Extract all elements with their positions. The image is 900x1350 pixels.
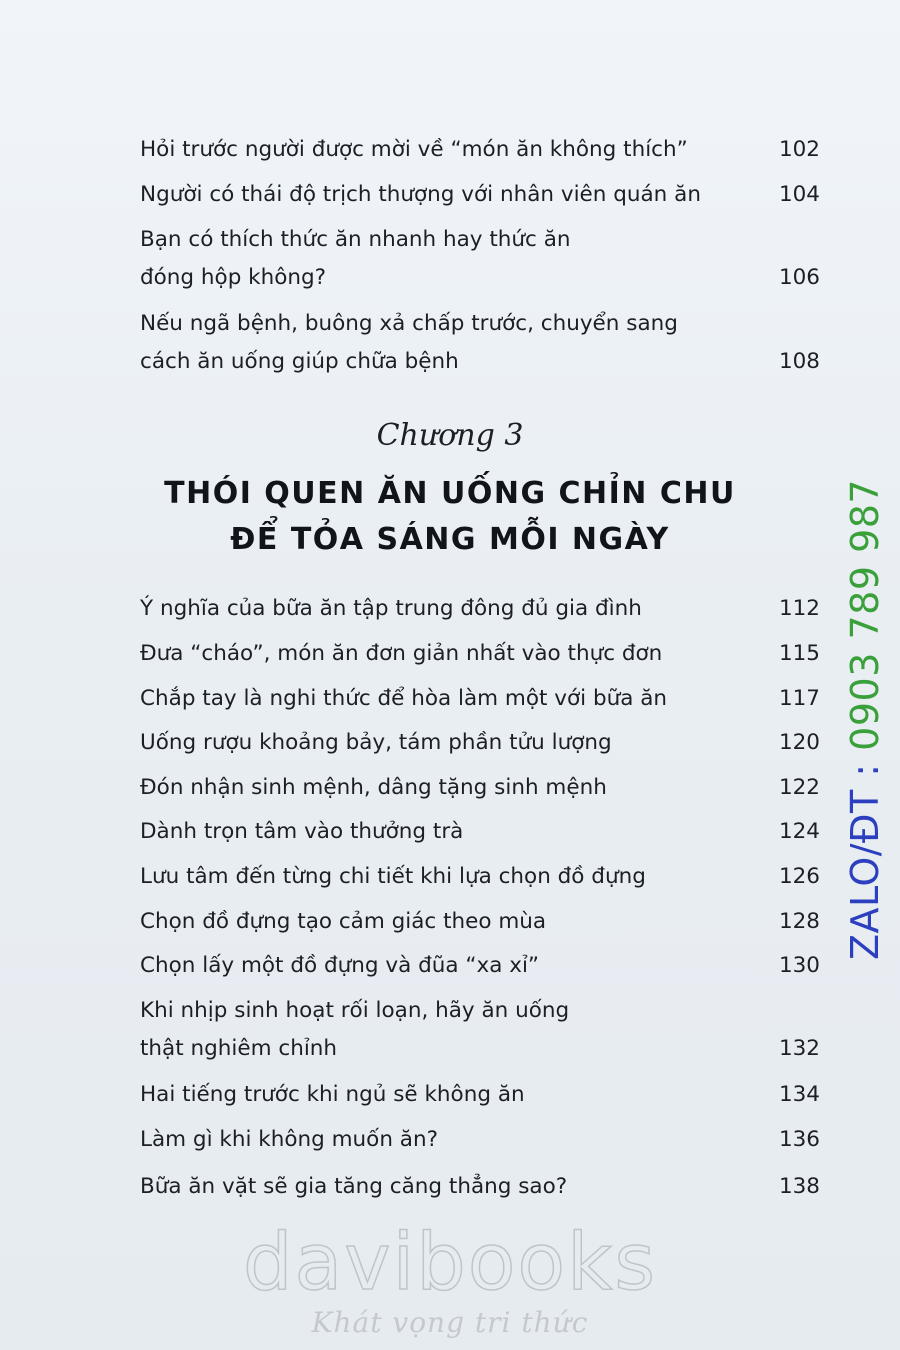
toc-entry-page: 132 xyxy=(778,1036,820,1061)
toc-entry-page: 130 xyxy=(778,953,820,978)
toc-entry xyxy=(140,635,820,673)
toc-entry-title: Đón nhận sinh mệnh, dâng tặng sinh mệnh xyxy=(140,775,607,800)
contact-label: ZALO/ĐT : xyxy=(843,750,887,960)
toc-entry-page: 117 xyxy=(778,686,820,711)
toc-entry-page: 136 xyxy=(778,1127,820,1152)
toc-entry-page: 120 xyxy=(778,730,820,755)
toc-entry-title: Đưa “cháo”, món ăn đơn giản nhất vào thực đơn xyxy=(140,641,663,666)
toc-entry-title: Khi nhịp sinh hoạt rối loạn, hãy ăn uống xyxy=(140,998,570,1023)
toc-entry xyxy=(140,724,820,762)
toc-entry xyxy=(140,992,820,1068)
toc-entry-page: 134 xyxy=(778,1082,820,1107)
chapter-title-line-2: ĐỂ TỎA SÁNG MỖI NGÀY xyxy=(230,522,670,557)
toc-entry xyxy=(140,176,820,214)
toc-entry xyxy=(140,680,820,718)
toc-entry xyxy=(140,1121,820,1159)
toc-entry xyxy=(140,813,820,851)
toc-entry-title: Lưu tâm đến từng chi tiết khi lựa chọn đồ đựng xyxy=(140,864,646,889)
chapter-label: Chương 3 xyxy=(376,418,524,453)
toc-entry-page: 102 xyxy=(778,137,820,162)
toc-entry xyxy=(140,131,820,169)
toc-entry xyxy=(140,1076,820,1114)
toc-entry xyxy=(140,769,820,807)
toc-entry xyxy=(140,305,820,381)
brand-slogan: Khát vọng tri thức xyxy=(311,1306,589,1339)
toc-entry xyxy=(140,1168,820,1206)
toc-entry-page: 138 xyxy=(778,1174,820,1199)
toc-entry-title: Dành trọn tâm vào thưởng trà xyxy=(140,819,464,844)
toc-entry-page: 112 xyxy=(778,596,820,621)
toc-entry xyxy=(140,858,820,896)
contact-number: 0903 789 987 xyxy=(843,478,887,751)
toc-entry-page: 124 xyxy=(778,819,820,844)
toc-entry-title: Nếu ngã bệnh, buông xả chấp trước, chuyển sang xyxy=(140,311,678,336)
brand-watermark: davibooks xyxy=(243,1218,657,1308)
toc-entry-title: Bạn có thích thức ăn nhanh hay thức ăn xyxy=(140,227,571,252)
toc-entry-title: Chọn đồ đựng tạo cảm giác theo mùa xyxy=(140,909,547,934)
toc-entry xyxy=(140,590,820,628)
chapter-title-line-1: THÓI QUEN ĂN UỐNG CHỈN CHU xyxy=(164,476,736,511)
toc-entry-title: Uống rượu khoảng bảy, tám phần tửu lượng xyxy=(140,730,612,755)
toc-entry-page: 122 xyxy=(778,775,820,800)
toc-entry-page: 106 xyxy=(778,265,820,290)
toc-entry-title: Ý nghĩa của bữa ăn tập trung đông đủ gia đình xyxy=(140,596,642,621)
toc-entry-title: đóng hộp không? xyxy=(140,265,327,290)
toc-entry-title: Chọn lấy một đồ đựng và đũa “xa xỉ” xyxy=(140,953,540,978)
contact-watermark xyxy=(843,440,887,960)
toc-entry-title: Người có thái độ trịch thượng với nhân viên quán ăn xyxy=(140,182,701,207)
toc-entry-page: 128 xyxy=(778,909,820,934)
toc-entry xyxy=(140,903,820,941)
toc-entry-page: 104 xyxy=(778,182,820,207)
toc-entry-title: thật nghiêm chỉnh xyxy=(140,1036,338,1061)
toc-entry-title: Hỏi trước người được mời về “món ăn không thích” xyxy=(140,137,688,162)
toc-entry-title: Làm gì khi không muốn ăn? xyxy=(140,1127,439,1152)
toc-entry-title: Chắp tay là nghi thức để hòa làm một với bữa ăn xyxy=(140,686,668,711)
toc-entry-page: 126 xyxy=(778,864,820,889)
toc-entry xyxy=(140,221,820,297)
toc-entry-title: cách ăn uống giúp chữa bệnh xyxy=(140,349,459,374)
toc-entry-page: 108 xyxy=(778,349,820,374)
toc-entry xyxy=(140,947,820,985)
toc-entry-title: Hai tiếng trước khi ngủ sẽ không ăn xyxy=(140,1082,525,1107)
toc-entry-title: Bữa ăn vặt sẽ gia tăng căng thẳng sao? xyxy=(140,1174,568,1199)
toc-entry-page: 115 xyxy=(778,641,820,666)
